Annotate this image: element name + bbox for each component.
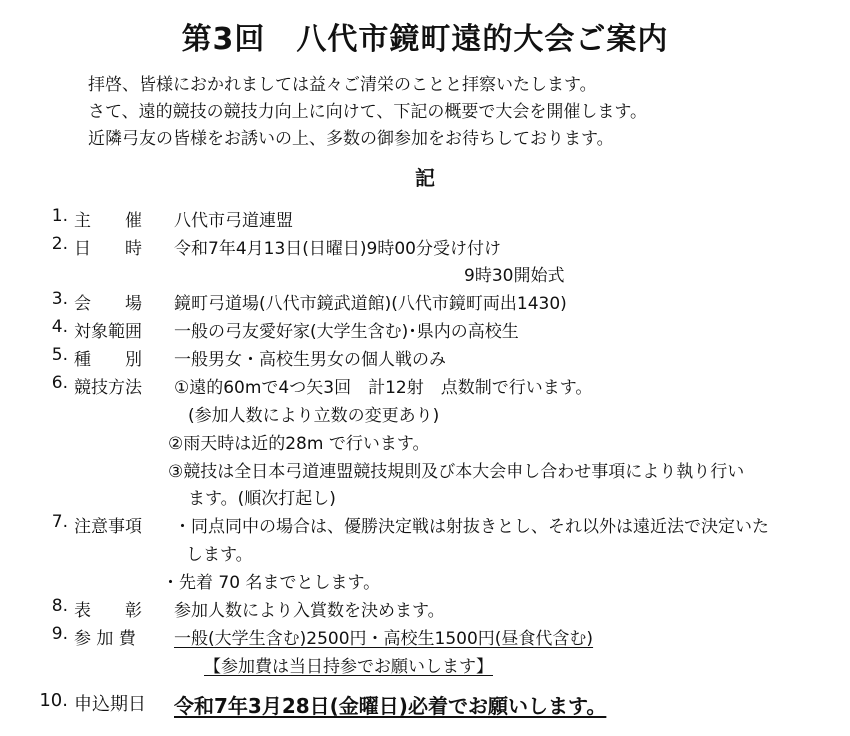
- item-number: 1.: [51, 206, 68, 226]
- greeting-line-1: 拝啓、皆様におかれましては益々ご清栄のことと拝察いたします。: [88, 75, 597, 95]
- item-value: 一般(大学生含む)2500円・高校生1500円(昼食代含む): [174, 629, 594, 649]
- item-venue: [0, 289, 850, 315]
- item-label: 日 時: [74, 239, 142, 259]
- method-line-2: (参加人数により立数の変更あり): [188, 406, 440, 426]
- item-eligibility: [0, 317, 850, 343]
- item-label: 種 別: [74, 350, 142, 370]
- item-value: ・同点同中の場合は、優勝決定戦は射抜きとし、それ以外は遠近法で決定いた: [174, 517, 769, 537]
- item-number: 9.: [51, 624, 68, 644]
- document-title: 第3回 八代市鏡町遠的大会ご案内: [181, 22, 669, 57]
- item-label: 会 場: [74, 294, 142, 314]
- item-label: 申込期日: [74, 694, 146, 715]
- greeting-line-3: 近隣弓友の皆様をお誘いの上、多数の御参加をお待ちしております。: [88, 129, 614, 149]
- item-number: 5.: [51, 345, 68, 365]
- item-notes: [0, 512, 850, 538]
- method-line-4: ③競技は全日本弓道連盟競技規則及び本大会申し合わせ事項により執り行い: [168, 462, 745, 482]
- item-label: 参 加 費: [74, 629, 136, 649]
- item-label: 競技方法: [74, 378, 142, 398]
- item-method: [0, 373, 850, 399]
- item-label: 注意事項: [74, 517, 142, 537]
- method-line-3: ②雨天時は近的28m で行います。: [168, 434, 430, 454]
- item-number: 4.: [51, 317, 68, 337]
- ki-heading: 記: [415, 166, 435, 190]
- notes-line-3: ・先着 70 名までとします。: [162, 573, 381, 593]
- item-number: 2.: [51, 234, 68, 254]
- item-value: 八代市弓道連盟: [174, 211, 293, 231]
- item-label: 表 彰: [74, 601, 142, 621]
- item-number: 8.: [51, 596, 68, 616]
- item-number: 3.: [51, 289, 68, 309]
- item-value: ①遠的60mで4つ矢3回 計12射 点数制で行います。: [174, 378, 593, 398]
- item-label: 主 催: [74, 211, 142, 231]
- method-line-5: ます。(順次打起し): [188, 489, 336, 509]
- item-fee: [0, 624, 850, 650]
- fee-note: 【参加費は当日持参でお願いします】: [204, 657, 493, 677]
- item-award: [0, 596, 850, 622]
- notes-line-2: します。: [186, 545, 253, 565]
- item-number: 10.: [39, 690, 68, 711]
- item-value: 一般の弓友愛好家(大学生含む)･県内の高校生: [174, 322, 519, 342]
- item-number: 7.: [51, 512, 68, 532]
- item-value: 参加人数により入賞数を決めます。: [174, 601, 445, 621]
- item-value: 令和7年4月13日(日曜日)9時00分受け付け: [174, 239, 501, 259]
- item-value: 鏡町弓道場(八代市鏡武道館)(八代市鏡町両出1430): [174, 294, 567, 314]
- item-deadline: [0, 690, 850, 716]
- item-date: [0, 234, 850, 260]
- greeting-line-2: さて、遠的競技の競技力向上に向けて、下記の概要で大会を開催します。: [88, 102, 647, 122]
- item-category: [0, 345, 850, 371]
- item-value: 一般男女・高校生男女の個人戦のみ: [174, 350, 446, 370]
- item-value: 令和7年3月28日(金曜日)必着でお願いします。: [174, 694, 607, 718]
- item-label: 対象範囲: [74, 322, 142, 342]
- item-host: [0, 206, 850, 232]
- item-date-opening: 9時30開始式: [464, 266, 565, 286]
- item-number: 6.: [51, 373, 68, 393]
